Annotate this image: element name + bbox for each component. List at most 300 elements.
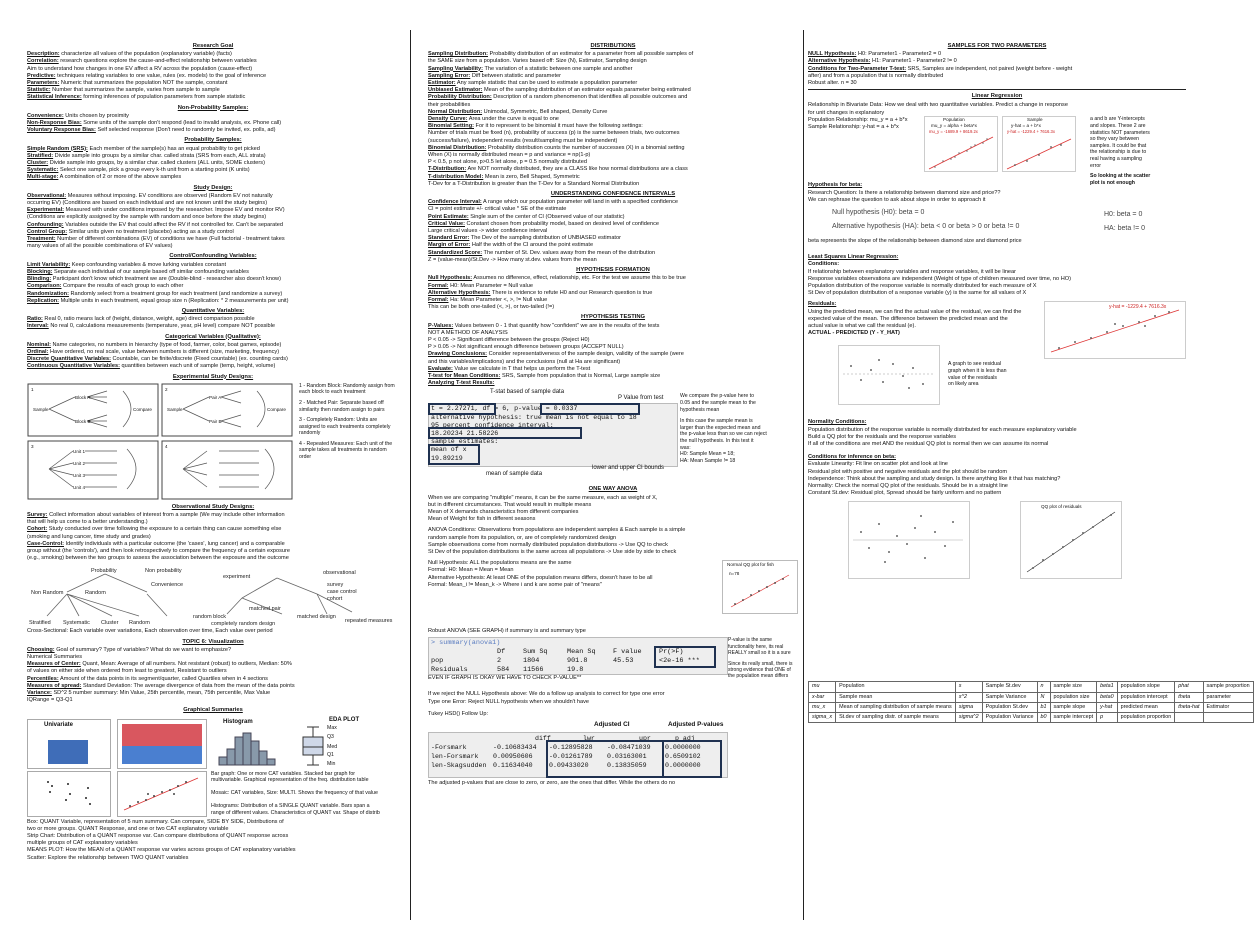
- reject-line-2: Tukey HSD() Follow Up:: [428, 710, 489, 717]
- hyp-beta-line-1: We can rephrase the question to ask about slope in order to approach it: [808, 196, 986, 203]
- term-label: Null Hypothesis:: [428, 275, 473, 282]
- term-label: Sampling Variability:: [428, 65, 484, 72]
- sample-plot: [1002, 116, 1076, 172]
- boxplot-shape: [293, 725, 353, 767]
- anova-cell: <2e-16 ***: [659, 657, 700, 666]
- anova-output-figure: [428, 637, 798, 689]
- section-rule: [808, 89, 1186, 90]
- notation-meaning: population proportion: [1117, 713, 1175, 723]
- notation-meaning: sample slope: [1050, 702, 1097, 712]
- tree-convenience: Convenience: [151, 582, 184, 589]
- quant-title: Quantitative Variables:: [181, 307, 245, 314]
- term-label: Comparison:: [27, 283, 62, 290]
- tree-survey: survey: [327, 582, 344, 589]
- notation-row: [809, 692, 1254, 702]
- text-line: Sampling Distribution: Probability distribution of an estimator for a parameter from all possible samples of: [428, 51, 694, 58]
- term-label: T-distribution Model:: [428, 173, 484, 180]
- term-label: Voluntary Response Bias:: [27, 127, 96, 134]
- linreg-line-2: Population Relationship: mu_y = a + b*x: [808, 116, 908, 123]
- text-line: Binomial Setting: For it to represent to be binomial it must have the following settings:: [428, 123, 643, 130]
- notation-symbol: b0: [1037, 713, 1050, 723]
- notation-meaning: Mean of sampling distribution of sample means: [836, 702, 956, 712]
- ttest-line-6: 19.89219: [431, 454, 463, 462]
- anova-cell: 901.8: [567, 657, 588, 666]
- ttest-highlight-mean: [428, 444, 480, 465]
- box-max-label: Max: [327, 724, 337, 731]
- tukey-cell: 0.0000000: [665, 761, 701, 769]
- notation-meaning: sample intercept: [1050, 713, 1097, 723]
- reject-line-1: Type one Error: Reject NULL hypothesis when we shouldn't have: [428, 698, 589, 705]
- residual-plot: [838, 345, 940, 405]
- tree-case-control: case control: [327, 589, 357, 596]
- term-label: Variance:: [27, 689, 52, 696]
- text-line: Robust alter. n = 30: [808, 80, 857, 87]
- term-label: Binomial Distribution:: [428, 144, 487, 151]
- text-line: Evaluate: Value we calculate in T that helps us perform the T-test: [428, 365, 591, 372]
- notation-symbol: s^2: [955, 692, 982, 702]
- tukey-adj-p-label: Adjusted P-values: [668, 720, 724, 728]
- anova-cell: pop: [431, 657, 444, 666]
- text-line: many values of all the possible combinations of EV values): [27, 243, 173, 250]
- residuals-figure: [808, 301, 1186, 409]
- research-goal-lines: [27, 51, 399, 101]
- boxplot-panel: [289, 717, 397, 767]
- linreg-side-notes: [1090, 116, 1186, 186]
- tukey-cell: -0.08471039: [607, 743, 651, 751]
- pop-plot-label: Population: [943, 117, 965, 123]
- exp-unit-4-label: Unit 4: [73, 484, 86, 490]
- notation-symbol: x-bar: [809, 692, 836, 702]
- normality-line-6: Residual plot with positive and negative residuals and the plot should be random: [808, 468, 1008, 475]
- text-line: Confidence Interval: A range which our population parameter will land in with a specified confidence: [428, 199, 678, 206]
- text-line: Percentiles: Amount of the data points in its segment/quarter, called Quartiles when in 4 sections: [27, 675, 268, 682]
- text-line: Randomization: Randomly select from a treatment group for each treatment (and randomize a survey): [27, 290, 283, 297]
- ttest-line-3: 18.20234 21.58226: [431, 429, 499, 437]
- box-med-label: Med: [327, 743, 338, 750]
- text-line: Convenience: Units chosen by proximity: [27, 112, 129, 119]
- tree-cluster: Cluster: [101, 620, 119, 627]
- ttest-line-1: alternative hypothesis: true mean is not equal to 18: [431, 413, 637, 421]
- tree-repeated-measures: repeated measures: [345, 618, 393, 625]
- text-line: Unbiased Estimator: Mean of the sampling distribution of an estimator equals parameter being estimated: [428, 87, 691, 94]
- term-label: Ratio:: [27, 316, 43, 323]
- diag-qq-title: QQ plot of residuals: [1041, 504, 1082, 510]
- term-label: Control Group:: [27, 228, 68, 235]
- text-line: Predictive: techniques relating variables to one value, rules (ex. models) to the goal of inference: [27, 72, 267, 79]
- anova-qq-title: Normal QQ plot for fish: [727, 562, 774, 568]
- anova-col-4: F value: [613, 648, 642, 657]
- term-label: Replication:: [27, 297, 60, 304]
- conditions-line-6: Using the predicted mean, we can find the actual value of the residual, we can find the: [808, 308, 1022, 315]
- term-label: Probability Distribution:: [428, 94, 492, 101]
- text-line: Confounding: Variables outside the EV that could affect the RV if not controlled for. Can't be separated: [27, 221, 284, 228]
- notation-meaning: Sample mean: [836, 692, 956, 702]
- ttest-callout-mean: mean of sample data: [486, 471, 543, 478]
- term-label: Evaluate:: [428, 365, 453, 372]
- notation-symbol: b1: [1037, 702, 1050, 712]
- term-label: Systematic:: [27, 167, 59, 174]
- sample-plot-label: Sample: [1027, 117, 1043, 123]
- term-label: Density Curve:: [428, 116, 468, 123]
- text-line: T-Distribution: Are NOT normally distributed, they are a CLASS like how normal distributions are a class: [428, 166, 688, 173]
- text-line: CI = point estimate +/- critical value * SE of the estimate: [428, 206, 567, 213]
- sample-plot-fit: y-hat = -1229.4 + 7616.3x: [1007, 129, 1055, 135]
- tukey-col-diff: diff: [535, 734, 551, 742]
- text-line: Sampling Variability: The variation of a statistic between one sample and another: [428, 65, 633, 72]
- notation-meaning: Estimator: [1203, 702, 1253, 712]
- term-label: Survey:: [27, 511, 48, 518]
- tree-matched-design: matched design: [297, 614, 336, 621]
- conditions-line-8: actual value is what we call the residual (e).: [808, 323, 916, 330]
- term-label: Description:: [27, 51, 60, 58]
- notation-meaning: St.dev of sampling distr. of sample means: [836, 713, 956, 723]
- text-line: T-test for Mean Conditions: SRS, Sample from population that is Normal, Large sample size: [428, 372, 661, 379]
- term-label: Margin of Error:: [428, 242, 471, 249]
- ci-title: UNDERSTANDING CONFIDENCE INTERVALS: [550, 191, 676, 198]
- text-line: NULL Hypothesis: H0: Parameter1 - Parameter2 = 0: [808, 51, 942, 58]
- hyp-title: HYPOTHESIS FORMATION: [576, 267, 650, 274]
- tukey-cell: len-Forsmark: [431, 752, 479, 760]
- text-line: their probabilities: [428, 101, 471, 108]
- text-line: Standard Error: The Dev of the sampling distribution of UNBIASED estimator: [428, 235, 621, 242]
- notation-meaning: parameter: [1203, 692, 1253, 702]
- anova-line-11: Formal: Mean_i != Mean_k -> Where i and k are some pair of "means": [428, 581, 602, 588]
- ttest-note-8: H0: Sample Mean = 18;: [680, 451, 735, 458]
- ttest-callout-tstat: T-stat based of sample data: [490, 389, 565, 396]
- text-line: Replication: Multiple units in each treatment, equal group size n (Replication: * 2 measurements per unit): [27, 297, 289, 304]
- notation-meaning: Sample St.dev: [982, 682, 1037, 692]
- two-params-title: SAMPLES FOR TWO PARAMETERS: [947, 43, 1047, 49]
- term-label: Blinding:: [27, 276, 52, 283]
- term-label: Discrete Quantitative Variables:: [27, 356, 111, 363]
- tree-experiment: experiment: [223, 574, 251, 581]
- ttest-note-4: larger than the expected mean and: [680, 424, 761, 431]
- pop-scatter: [925, 135, 995, 171]
- graphical-note-1: multivariable. Graphical representation of the freq. distribution table: [211, 777, 369, 784]
- term-label: Cohort:: [27, 526, 48, 533]
- conditions-line-4: St Dev of population distribution of a response variable (y) is the same for all values of X: [808, 290, 1027, 297]
- univariate-panel: [27, 719, 111, 769]
- term-label: Nominal:: [27, 341, 51, 348]
- term-label: Normal Distribution:: [428, 108, 483, 115]
- anova-note-3: Since its really small, there is: [728, 660, 793, 667]
- graphical-figure: [27, 717, 399, 817]
- conditions-line-3: Population distribution of the response variable is normally distributed for each measure of X: [808, 283, 1037, 290]
- text-line: Statistical Inference: forming inferences of population parameters from sample statistic: [27, 94, 246, 101]
- text-line: Non-Response Bias: Some units of the sample don't respond (lead to invalid analysis, ex. Phone call): [27, 120, 282, 127]
- term-label: Drawing Conclusions:: [428, 351, 488, 358]
- sampling-tree-diagram: [27, 564, 399, 626]
- normality-line-5: Evaluate Linearity: Fit line on scatter plot and look at line: [808, 461, 948, 468]
- term-label: T-test for Mean Conditions:: [428, 372, 501, 379]
- text-line: of values on either side when ordered from least to greatest, Resistant to outliers: [27, 668, 227, 675]
- graphical-title: Graphical Summaries: [183, 707, 243, 714]
- anova-line-9: Formal: H0: Mean = Mean = Mean: [428, 567, 514, 574]
- term-label: Confidence Interval:: [428, 199, 482, 206]
- anova-qq-panel: [722, 560, 798, 614]
- univariate-label: Univariate: [44, 721, 74, 728]
- text-line: Aim to understand how changes in one EV affect a RV across the population (cause-effect): [27, 65, 253, 72]
- term-label: Measures of spread:: [27, 682, 82, 689]
- text-line: after) and from a population that is normally distributed: [808, 72, 944, 79]
- text-line: Numerical Summaries: [27, 653, 83, 660]
- linreg-side-9: plot is not enough: [1090, 179, 1135, 186]
- graphical-note-4: range of different values. Characteristics of QUANT var. Shape of distrib: [211, 809, 380, 816]
- column-one: [27, 40, 399, 918]
- exp-block-a-label: Block A: [75, 394, 91, 400]
- anova-title: ONE WAY ANOVA: [588, 486, 638, 493]
- normality-line-1: Population distribution of the response variable is normally distributed for each measure explanatory variable: [808, 426, 1077, 433]
- fit-scatter: [1045, 302, 1183, 356]
- tukey-cell: 0.09433020: [549, 761, 589, 769]
- diag-qq-scatter: [1021, 502, 1119, 576]
- tukey-cell: 0.03163001: [607, 752, 647, 760]
- term-label: Formal:: [428, 296, 449, 303]
- notation-meaning: population size: [1050, 692, 1097, 702]
- tukey-cell: -Forsmark: [431, 743, 467, 751]
- normality-line-0: Normality Conditions:: [808, 419, 867, 426]
- tukey-adj-ci-label: Adjusted CI: [594, 720, 630, 728]
- ttest-line-5: mean of x: [431, 446, 467, 454]
- term-label: Percentiles:: [27, 675, 59, 682]
- text-line: Sampling Error: Diff between statistic and parameter: [428, 72, 561, 79]
- sample-plot-eq: y-hat = a + b*x: [1011, 123, 1041, 129]
- histogram-bars: [213, 727, 283, 767]
- linreg-side-8: So looking at the scatter: [1090, 173, 1151, 180]
- text-line: Number of trials must be fixed (n), probability of success (p) is the same between trials, two outcomes: [428, 130, 680, 137]
- exp-unit-2-label: Unit 2: [73, 460, 86, 466]
- notation-symbol: y-hat: [1097, 702, 1118, 712]
- tree-probability: Probability: [91, 568, 117, 575]
- anova-line-4: ANOVA Conditions: Observations from populations are independent samples & Each sample is a simple: [428, 527, 686, 534]
- term-label: Critical Value:: [428, 220, 465, 227]
- pop-plot-fit: mu_y = -1689.9 + 8619.2x: [929, 129, 978, 135]
- text-line: that will help us come to a better understanding.): [27, 519, 148, 526]
- tree-non-random: Non Random: [31, 590, 64, 597]
- term-label: Choosing:: [27, 646, 55, 653]
- linreg-side-4: samples. It could be that: [1090, 142, 1147, 149]
- anova-cell: 11566: [523, 666, 544, 675]
- ttest-notes: [680, 393, 798, 464]
- ttest-note-7: was:: [680, 444, 691, 451]
- anova-highlight-pr: [654, 646, 716, 668]
- text-line: Estimator: Any sample statistic that can be used to estimate a population parameter: [428, 80, 638, 87]
- anova-line-1: but in different circumstances. That would result in multiple means: [428, 501, 592, 508]
- notation-symbol: phat: [1175, 682, 1203, 692]
- tukey-col-lwr: lwr: [583, 734, 595, 742]
- text-line: Alternative Hypothesis: There is evidence to refute H0 and our Research question is true: [428, 289, 653, 296]
- linreg-side-2: statistics NOT parameters: [1090, 129, 1150, 136]
- linreg-line-1: for unit changes in explanatory: [808, 109, 885, 116]
- term-label: Observational:: [27, 192, 67, 199]
- column-three: [808, 40, 1250, 918]
- text-line: (e.g., smoking) between the two groups to assess the association between the exposure and the outcome: [27, 555, 289, 562]
- term-label: Point Estimate:: [428, 213, 469, 220]
- tukey-highlight-ci: [546, 740, 664, 778]
- text-line: and this variables/implications) and the conclusions (null at Ha are significant): [428, 358, 621, 365]
- obs-designs-title: Observational Study Designs:: [171, 503, 255, 510]
- sampling-tree-figure: [27, 564, 399, 626]
- anova-caption: Robust ANOVA (SEE GRAPH) if summary is and summary type: [428, 628, 586, 635]
- notation-meaning: predicted mean: [1117, 702, 1175, 712]
- ttest-highlight-ci: [428, 427, 582, 439]
- term-label: Predictive:: [27, 72, 56, 79]
- anova-cell: Residuals: [431, 666, 468, 675]
- control-title: Control/Confounding Variables:: [169, 253, 257, 260]
- anova-col-3: Mean Sq: [567, 648, 596, 657]
- term-label: P-Values:: [428, 322, 454, 329]
- cat-lines: [27, 342, 399, 371]
- notation-row: [809, 702, 1254, 712]
- tukey-col-padj: p adj: [675, 734, 695, 742]
- research-goal-title: Research Goal: [192, 43, 234, 49]
- tree-random: Random: [85, 590, 106, 597]
- term-label: Confounding:: [27, 221, 64, 228]
- text-line: Voluntary Response Bias: Self selected response (Don't need to randomly be invited, ex. polls, ad): [27, 127, 276, 134]
- tree-matched-pair: matched pair: [249, 606, 281, 613]
- term-label: Continuous Quantitative Variables:: [27, 363, 120, 370]
- text-line: Correlation: research questions explore the cause-and-effect relationship between variables: [27, 58, 257, 65]
- ttest-note-9: HA: Mean Sample != 18: [680, 457, 736, 464]
- distributions-title: DISTRIBUTIONS: [590, 43, 636, 49]
- notation-row: [809, 713, 1254, 723]
- anova-hyp-figure: [428, 560, 798, 614]
- notation-symbol: beta0: [1097, 692, 1118, 702]
- term-label: Binomial Setting:: [428, 123, 474, 130]
- bivariate-panel: [117, 719, 207, 769]
- exp-pair-b-label: Pair B: [209, 418, 222, 424]
- notation-meaning: sample proportion: [1203, 682, 1253, 692]
- tukey-cell: 0.6509102: [665, 752, 701, 760]
- exp-note-3: 3 - Completely Random: Units are assigned to each treatments completely randomly: [299, 417, 391, 437]
- text-line: Drawing Conclusions: Consider representativeness of the sample design, validity of the sample (were: [428, 351, 684, 358]
- ttest-note-0: We compare the p-value here to: [680, 393, 755, 400]
- anova-cell: 1804: [523, 657, 540, 666]
- tukey-caption: The adjusted p-values that are close to zero, or zero, are the ones that differ. While the others do no: [428, 779, 676, 786]
- conditions-title: Least Squares Linear Regression:: [808, 254, 899, 261]
- term-label: Standardized Score:: [428, 249, 483, 256]
- notation-row: [809, 682, 1254, 692]
- exp-note-1: 1 - Random Block: Randomly assign from each block to each treatment: [299, 382, 395, 396]
- text-line: NOT A METHOD OF ANALYSIS: [428, 329, 508, 336]
- tukey-cell: -0.10683434: [493, 743, 537, 751]
- linreg-side-3: so they vary between: [1090, 136, 1140, 143]
- diag-qq-plot: [1020, 501, 1122, 579]
- graphical-note-3: Histograms: Distribution of a SINGLE QUANT variable. Bars span a: [211, 802, 370, 809]
- text-line: Discrete Quantitative Variables: Countable, can be finite/discrete (Fixed countable) (ex. counting cards): [27, 356, 288, 363]
- text-line: Critical Value: Constant chosen from probability model, based on desired level of confidence: [428, 220, 660, 227]
- notation-meaning: Sample Variance: [982, 692, 1037, 702]
- anova-line-0: When we are comparing "multiple" means, it can be the same measure, each as weight of X,: [428, 494, 658, 501]
- notation-meaning: Population: [836, 682, 956, 692]
- graphical-notes-top: [211, 771, 399, 817]
- term-label: Experimental:: [27, 207, 64, 214]
- term-label: Estimator:: [428, 80, 456, 87]
- notation-symbol: sigma_x: [809, 713, 836, 723]
- text-line: P-Values: Values between 0 - 1 that quantify how "confident" we are in the results of the tests: [428, 322, 660, 329]
- term-label: T-Distribution:: [428, 166, 467, 173]
- graphical-note-10: Scatter: Explore the relationship between TWO QUANT variables: [27, 854, 189, 861]
- notation-symbol: theta-hat: [1175, 702, 1203, 712]
- term-label: Ordinal:: [27, 348, 49, 355]
- anova-cell: 45.53: [613, 657, 634, 666]
- exp-compare-label-1: Compare: [133, 406, 152, 412]
- tukey-cell: 0.0000000: [665, 743, 701, 751]
- graphical-note-0: Bar graph: One or more CAT variables. Stacked bar graph for: [211, 770, 356, 777]
- notation-symbol: sigma: [955, 702, 982, 712]
- exp-block-b-label: Block B: [75, 418, 91, 424]
- ttest-figure: [428, 389, 798, 483]
- text-line: Measures of Center: Quant, Mean: Average of all numbers. Not resistant (robust) to outliers, Median: 50%: [27, 661, 292, 668]
- exp-design-num-3: 3: [31, 443, 34, 449]
- tukey-figure: [428, 722, 798, 788]
- conditions-line-0: Conditions:: [808, 261, 840, 268]
- exp-note-4: 4 - Repeated Measures: Each unit of the sample takes all treatments in random order: [299, 440, 393, 461]
- text-line: When (X) is normally distributed mean = p and variance = np(1-p): [428, 152, 591, 159]
- histogram-panel: [213, 719, 283, 767]
- exp-designs-title: Experimental Study Designs:: [172, 373, 254, 380]
- hyp-beta-alt: Alternative hypothesis (HA): beta < 0 or beta > 0 or beta != 0: [832, 223, 1020, 231]
- term-label: NULL Hypothesis:: [808, 51, 857, 58]
- text-line: (smoking and lung cancer, time study and grades): [27, 533, 151, 540]
- anova-note-5: the population mean differs: [728, 673, 789, 680]
- topic6-lines: [27, 647, 399, 705]
- anova-col-5: Pr(>F): [659, 648, 684, 657]
- exp-note-2: 2 - Matched Pair: Separate based off similarity then random assign to pairs: [299, 399, 385, 413]
- text-line: Survey: Collect information about variables of interest from a sample (We may include other information: [27, 511, 285, 518]
- text-line: P > 0.05 -> Not significant enough difference between groups (ACCEPT NULL): [428, 344, 624, 351]
- text-line: Choosing: Goal of summary? Type of variables? What do we want to emphasize?: [27, 646, 232, 653]
- fit-plot: [1044, 301, 1186, 359]
- ci-lines: [428, 199, 798, 264]
- box-q1-label: Q1: [327, 751, 334, 758]
- column-two: [428, 40, 798, 918]
- notation-symbol: N: [1037, 692, 1050, 702]
- text-line: Cohort: Study conducted over time following the exposure to a certain thing can cause something else: [27, 526, 282, 533]
- non-prob-lines: [27, 113, 399, 135]
- notation-meaning: sample size: [1050, 682, 1097, 692]
- tree-completely-random: completely random design: [211, 621, 276, 628]
- tree-systematic: Systematic: [63, 620, 90, 627]
- text-line: the SAME size from a population. Varies based off: Size (N), Estimator, Sampling design: [428, 58, 647, 65]
- anova-line-10: Alternative Hypothesis: At least ONE of the population means differs, doesn't have to be all: [428, 574, 653, 581]
- topic6-title: TOPIC 6: Visualization: [182, 638, 244, 645]
- box-q3-label: Q3: [327, 733, 334, 740]
- prob-title: Probability Samples:: [184, 137, 242, 144]
- normality-line-4: Conditions for inference on beta:: [808, 454, 896, 461]
- text-line: Blocking: Separate each individual of our sample based off similar confounding variables: [27, 268, 249, 275]
- text-line: Blinding: Participant don't know which treatment we are (Double-blind - researcher also doesn't know): [27, 276, 281, 283]
- anova-hyp-lines: [428, 560, 718, 589]
- control-lines: [27, 262, 399, 305]
- term-label: Convenience:: [27, 112, 64, 119]
- normality-line-2: Build a QQ plot for the residuals and the response variables: [808, 433, 957, 440]
- testing-lines: [428, 323, 798, 388]
- text-line: Ratio: Real 0, ratio means lack of (height, distance, weight, age) direct comparison possible: [27, 316, 255, 323]
- residual-notes: [948, 361, 1038, 387]
- linreg-line-0: Relationship in Bivariate Data: How we deal with two quantitative variables. Predict a change in response: [808, 102, 1068, 109]
- anova-note-0: P-value is the same: [728, 637, 772, 644]
- notation-symbol: mu_x: [809, 702, 836, 712]
- ttest-note-3: In this case the sample mean is: [680, 418, 753, 425]
- text-line: Z = (value-mean)/St.Dev -> How many st.dev. values from the mean: [428, 256, 597, 263]
- text-line: Limit Variability: Keep confounding variables & move lurking variables constant: [27, 261, 227, 268]
- notation-body: [809, 682, 1254, 723]
- text-line: Nominal: Name categories, no numbers in hierarchy (type of food, farmer, color, boat games, episode): [27, 341, 282, 348]
- text-line: Experimental: Measured with under conditions imposed by the researcher. Impose EV and monitor RV): [27, 207, 285, 214]
- text-line: Normal Distribution: Unimodal, Symmetric, Bell shaped, Density Curve: [428, 108, 608, 115]
- notation-symbol: theta: [1175, 692, 1203, 702]
